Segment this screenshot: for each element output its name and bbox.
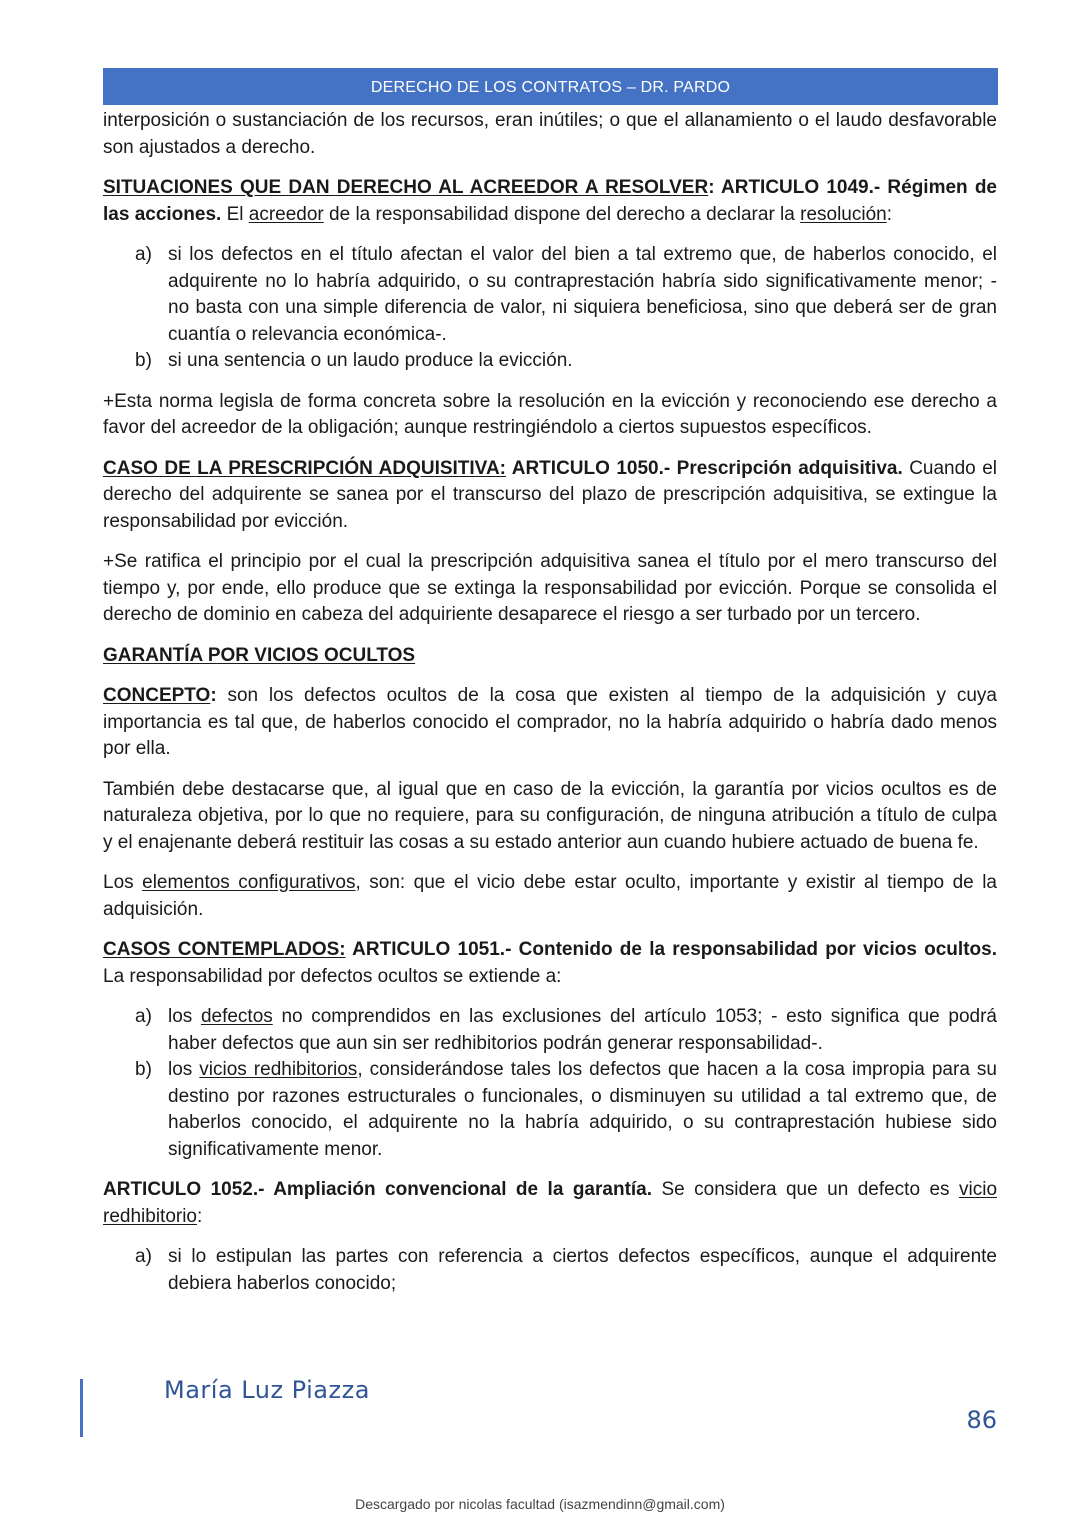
label-concepto: CONCEPTO: xyxy=(103,685,217,706)
list-item: b) los vicios redhibitorios, considerándose tales los defectos que hacen a la cosa impropia para su destino por razones estructurales o funcionales, o disminuyen su utilidad a tal extremo que, de haberlos conocido, el adquirente no la habría adquirido, o su contraprestación hubiese sido significativamente menor. xyxy=(135,1059,997,1160)
paragraph-norma: +Esta norma legisla de forma concreta sobre la resolución en la evicción y reconociendo ese derecho a favor del acreedor de la obligación; aunque restringiéndolo a ciertos supuestos específicos. xyxy=(103,390,997,438)
list-1049 xyxy=(103,242,997,375)
section-title: GARANTÍA POR VICIOS OCULTOS xyxy=(103,644,416,666)
paragraph-concepto: CONCEPTO: son los defectos ocultos de la cosa que existen al tiempo de la adquisición y cuya importancia es tal que, de haberlos conocido el comprador, no la habría adquirido o habría dado menos por ella. xyxy=(103,685,997,759)
article-1050: CASO DE LA PRESCRIPCIÓN ADQUISITIVA: ARTICULO 1050.- Prescripción adquisitiva. Cuando el derecho del adquirente se sanea por el transcurso del plazo de prescripción adquisitiva, se extingue la responsabilidad por evicción. xyxy=(103,457,997,532)
list-item: b) si una sentencia o un laudo produce la evicción. xyxy=(135,350,573,371)
list-1051 xyxy=(103,1004,997,1163)
list-1052 xyxy=(103,1244,997,1297)
download-note: Descargado por nicolas facultad (isazmendinn@gmail.com) xyxy=(355,1496,725,1512)
term-elementos: elementos configurativos xyxy=(142,872,356,893)
list-item: a) si los defectos en el título afectan el valor del bien a tal extremo que, de haberlos conocido, el adquirente no lo habría adquirido, o su contraprestación habría sido significativamente menor; - no basta con una simple diferencia de valor, ni siquiera beneficiosa, sino que deberá ser de gran cuantía o relevancia económica-. xyxy=(135,244,997,345)
page-header xyxy=(103,68,998,105)
list-item: a) los defectos no comprendidos en las exclusiones del artículo 1053; - esto significa que podrá haber defectos que aun sin ser redhibitorios podrán generar responsabilidad-. xyxy=(135,1006,997,1054)
paragraph-elementos: Los elementos configurativos, son: que el vicio debe estar oculto, importante y existir al tiempo de la adquisición. xyxy=(103,872,998,920)
list-item: a) si lo estipulan las partes con referencia a ciertos defectos específicos, aunque el adquirente debiera haberlos conocido; xyxy=(135,1246,997,1294)
page-number: 86 xyxy=(966,1406,997,1434)
term-acreedor: acreedor xyxy=(248,203,324,225)
footer-rule xyxy=(80,1379,83,1437)
heading-casos: CASOS CONTEMPLADOS: ARTICULO 1051.- Contenido de la responsabilidad por vicios ocultos. xyxy=(103,939,997,960)
document-body xyxy=(103,108,997,1311)
article-1052: ARTICULO 1052.- Ampliación convencional de la garantía. Se considera que un defecto es vicio redhibitorio: xyxy=(103,1179,998,1227)
footer-author: María Luz Piazza xyxy=(164,1376,370,1404)
heading-prescripcion: CASO DE LA PRESCRIPCIÓN ADQUISITIVA: ARTICULO 1050.- Prescripción adquisitiva. xyxy=(103,457,903,479)
article-1049: SITUACIONES QUE DAN DERECHO AL ACREEDOR A RESOLVER: ARTICULO 1049.- Régimen de las acciones. El acreedor de la responsabilidad dispone del derecho a declarar la resolución: xyxy=(103,177,997,225)
article-1051: CASOS CONTEMPLADOS: ARTICULO 1051.- Contenido de la responsabilidad por vicios ocultos. La responsabilidad por defectos ocultos se extiende a: xyxy=(103,939,997,987)
heading-1052: ARTICULO 1052.- Ampliación convencional de la garantía. xyxy=(103,1179,653,1200)
heading-situaciones: SITUACIONES QUE DAN DERECHO AL ACREEDOR A RESOLVER: ARTICULO 1049.- Régimen de las acciones. xyxy=(103,177,997,225)
header-title: DERECHO DE LOS CONTRATOS – DR. PARDO xyxy=(370,79,731,96)
paragraph-tambien: También debe destacarse que, al igual que en caso de la evicción, la garantía por vicios ocultos es de naturaleza objetiva, por lo que no requiere, para su configuración, de ninguna atribución a título de culpa y el enajenante deberá restituir las cosas a su estado anterior aun cuando hubiere actuado de buena fe. xyxy=(103,778,997,853)
term-resolucion: resolución xyxy=(800,203,887,225)
paragraph-ratifica: +Se ratifica el principio por el cual la prescripción adquisitiva sanea el título por el mero transcurso del tiempo y, por ende, ello produce que se extinga la responsabilidad por evicción. Porque se consolida el derecho de dominio en cabeza del adquiriente desaparece el riesgo a ser turbado por un tercero. xyxy=(103,551,997,625)
term-vicio-redhibitorio: vicio redhibitorio xyxy=(103,1179,998,1227)
paragraph-continuation: interposición o sustanciación de los recursos, eran inútiles; o que el allanamiento o el laudo desfavorable son ajustados a derecho. xyxy=(103,110,997,158)
